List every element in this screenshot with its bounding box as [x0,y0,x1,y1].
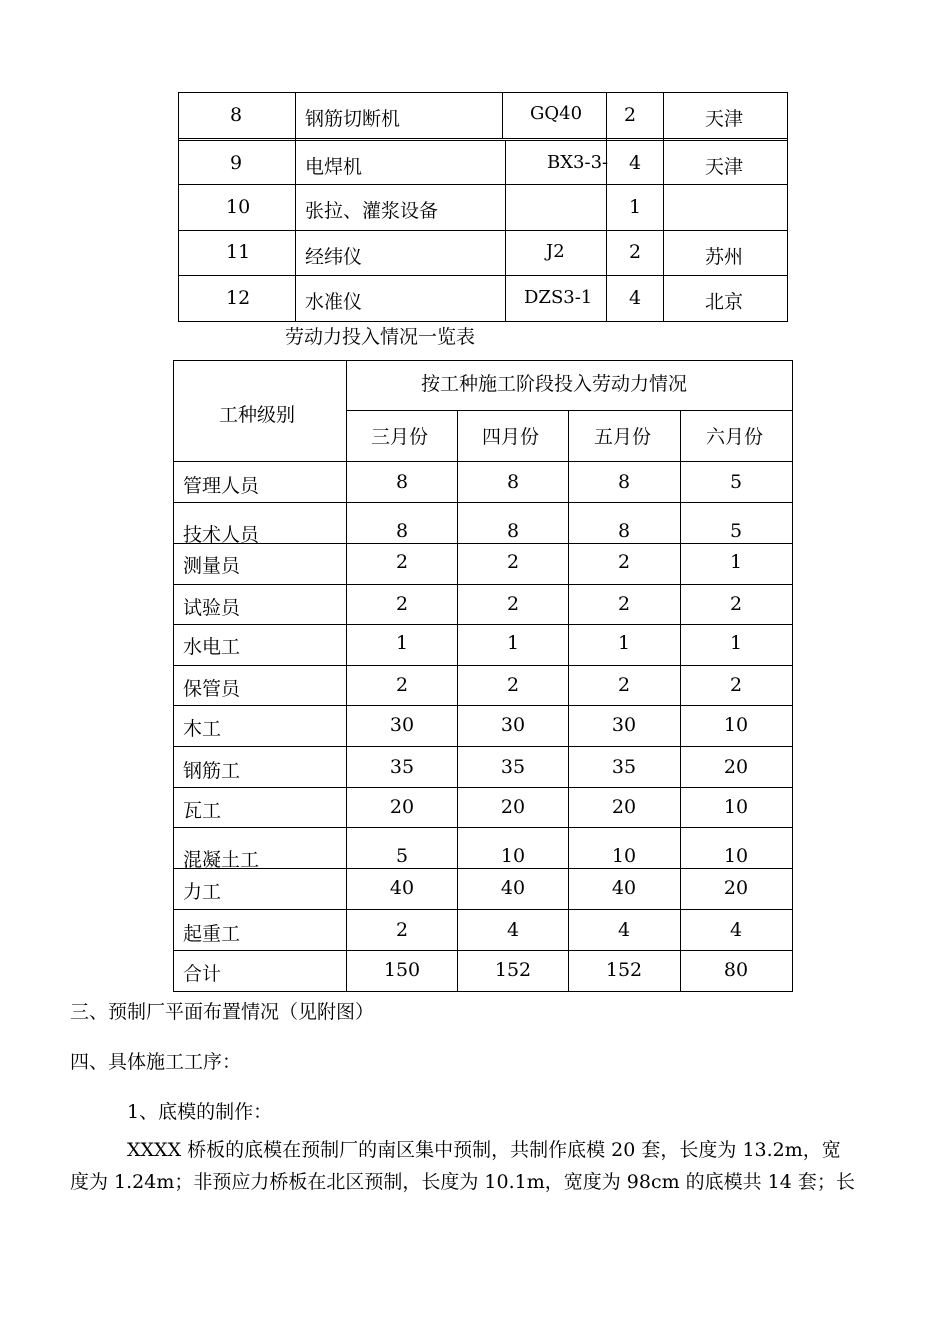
header-group: 按工种施工阶段投入劳动力情况 [421,373,688,395]
equip-model: BX3-3- [547,152,609,173]
labor-row-value: 10 [723,714,749,736]
labor-row-value: 30 [611,714,637,736]
labor-row-value: 8 [617,471,631,493]
labor-row-value: 40 [611,877,637,899]
labor-row-name: 水电工 [183,636,241,658]
equip-origin: 北京 [705,291,744,313]
labor-row-value: 2 [729,674,743,696]
header-month: 四月份 [482,426,540,448]
equip-no: 9 [230,152,243,174]
labor-row-name: 混凝土工 [183,849,260,871]
labor-row-name: 管理人员 [183,475,260,497]
equip-model: DZS3-1 [524,287,593,308]
labor-table [173,360,794,992]
labor-row-value: 10 [723,796,749,818]
header-month: 六月份 [706,426,764,448]
equip-qty: 4 [629,287,642,309]
labor-row-value: 35 [389,756,415,778]
labor-row-value: 2 [395,593,409,615]
labor-row-value: 10 [611,845,637,867]
section-3-heading: 三、预制厂平面布置情况（见附图） [70,1001,375,1023]
labor-row-value: 2 [506,593,520,615]
equip-qty: 1 [629,196,642,218]
equip-qty: 4 [629,152,642,174]
labor-row-name: 钢筋工 [183,760,241,782]
labor-row-value: 1 [617,632,631,654]
equip-name: 张拉、灌浆设备 [305,200,439,222]
labor-row-value: 40 [500,877,526,899]
paragraph-line-1: XXXX 桥板的底模在预制厂的南区集中预制，共制作底模 20 套，长度为 13.2m，宽 [127,1139,841,1161]
labor-row-value: 20 [723,877,749,899]
labor-row-name: 技术人员 [183,524,260,546]
labor-row-name: 起重工 [183,923,241,945]
labor-row-value: 8 [506,471,520,493]
labor-row-value: 2 [506,551,520,573]
labor-row-value: 30 [500,714,526,736]
labor-row-value: 2 [729,593,743,615]
labor-row-value: 1 [395,632,409,654]
labor-row-value: 2 [506,674,520,696]
equip-no: 11 [226,241,251,263]
labor-row-name: 测量员 [183,555,241,577]
header-month: 三月份 [371,426,429,448]
labor-row-value: 2 [395,919,409,941]
equip-no: 8 [230,104,243,126]
equip-name: 钢筋切断机 [305,108,401,130]
labor-row-value: 40 [389,877,415,899]
labor-row-name: 合计 [183,963,222,985]
labor-row-value: 5 [395,845,409,867]
labor-row-value: 4 [617,919,631,941]
equip-origin: 苏州 [705,246,744,268]
labor-row-value: 20 [611,796,637,818]
equip-no: 12 [226,287,251,309]
equip-name: 水准仪 [305,291,363,313]
header-job-category: 工种级别 [219,404,296,426]
paragraph-line-2: 度为 1.24m；非预应力桥板在北区预制，长度为 10.1m，宽度为 98cm 的底模共 14 套；长 [70,1171,855,1193]
equip-origin: 天津 [705,156,744,178]
equip-name: 电焊机 [305,156,363,178]
labor-row-value: 20 [500,796,526,818]
labor-row-name: 保管员 [183,678,241,700]
labor-row-value: 8 [506,520,520,542]
labor-row-name: 瓦工 [183,800,222,822]
equip-qty: 2 [629,241,642,263]
labor-row-value: 10 [723,845,749,867]
item-1-heading: 1、底模的制作： [127,1101,273,1123]
labor-row-value: 20 [389,796,415,818]
labor-row-value: 1 [729,632,743,654]
labor-row-value: 152 [494,959,532,981]
equip-origin: 天津 [705,108,744,130]
labor-row-value: 8 [395,520,409,542]
labor-table-title: 劳动力投入情况一览表 [285,326,476,348]
equip-model: GQ40 [530,103,583,124]
labor-row-name: 试验员 [183,597,241,619]
labor-row-value: 5 [729,471,743,493]
labor-row-name: 木工 [183,718,222,740]
header-month: 五月份 [594,426,652,448]
labor-row-value: 30 [389,714,415,736]
labor-row-value: 2 [617,551,631,573]
section-4-heading: 四、具体施工工序： [70,1051,242,1073]
labor-row-value: 35 [611,756,637,778]
equip-name: 经纬仪 [305,246,363,268]
labor-row-value: 35 [500,756,526,778]
labor-row-name: 力工 [183,881,222,903]
equip-model: J2 [546,241,565,262]
labor-row-value: 152 [605,959,643,981]
labor-row-value: 2 [617,674,631,696]
labor-row-value: 1 [506,632,520,654]
equip-qty: 2 [624,104,637,126]
labor-row-value: 2 [617,593,631,615]
labor-row-value: 2 [395,674,409,696]
labor-row-value: 4 [506,919,520,941]
labor-row-value: 20 [723,756,749,778]
equip-no: 10 [226,196,251,218]
labor-row-value: 80 [723,959,749,981]
labor-row-value: 8 [395,471,409,493]
labor-row-value: 8 [617,520,631,542]
labor-row-value: 150 [383,959,421,981]
labor-row-value: 10 [500,845,526,867]
labor-row-value: 4 [729,919,743,941]
labor-row-value: 2 [395,551,409,573]
equipment-table [178,92,788,322]
labor-row-value: 5 [729,520,743,542]
labor-row-value: 1 [729,551,743,573]
